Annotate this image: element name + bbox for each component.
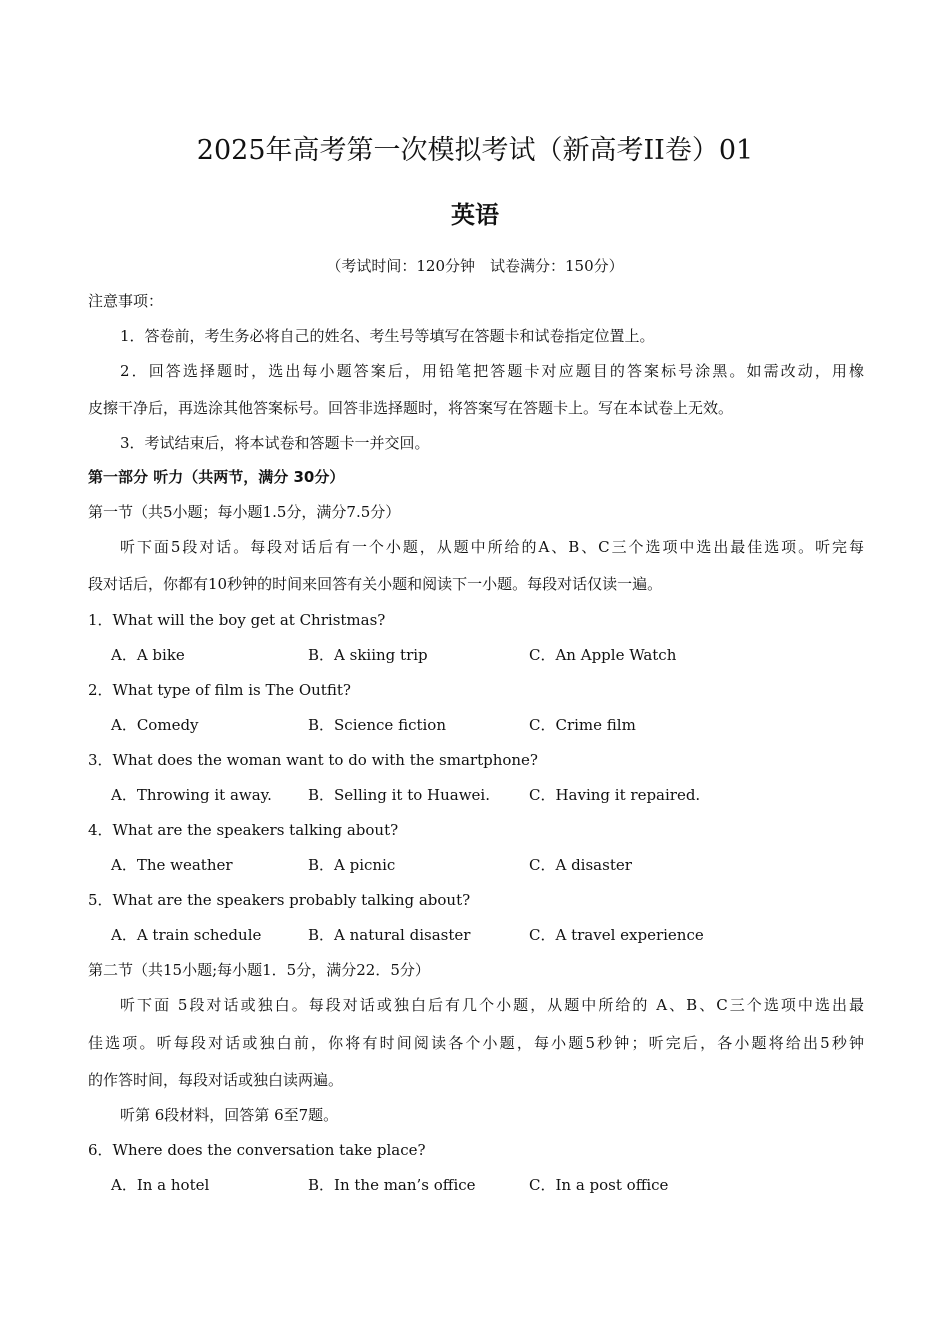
q5-option-b: B．A natural disaster — [308, 926, 471, 944]
part1-heading: 第一部分 听力（共两节，满分 30分） — [88, 468, 345, 486]
q4-option-a: A．The weather — [111, 856, 233, 874]
section2-heading: 第二节（共15小题;每小题1．5分，满分22．5分） — [88, 961, 430, 979]
q2-option-a: A．Comedy — [111, 716, 199, 734]
question-5: 5．What are the speakers probably talking about? — [88, 891, 471, 909]
exam-title: 2025年高考第一次模拟考试（新高考II卷）01 — [196, 135, 754, 166]
section1-heading: 第一节（共5小题；每小题1.5分，满分7.5分） — [88, 503, 401, 521]
q2-option-b: B．Science fiction — [308, 716, 447, 734]
q2-option-c: C．Crime film — [529, 716, 636, 734]
q3-option-b: B．Selling it to Huawei. — [308, 786, 490, 804]
q1-option-a: A．A bike — [111, 646, 185, 664]
question-3: 3．What does the woman want to do with the smartphone? — [88, 751, 538, 769]
section2-instruction-line-2: 佳选项。听每段对话或独白前，你将有时间阅读各个小题，每小题5秒钟；听完后，各小题将给出5秒钟 — [88, 1034, 864, 1052]
exam-time-info: （考试时间：120分钟 试卷满分：150分） — [326, 257, 624, 275]
q6-option-c: C．In a post office — [529, 1176, 669, 1194]
q1-option-b: B．A skiing trip — [308, 646, 428, 664]
question-6: 6．Where does the conversation take place? — [88, 1141, 426, 1159]
notice-item-2-line-2: 皮擦干净后，再选涂其他答案标号。回答非选择题时，将答案写在答题卡上。写在本试卷上无效。 — [88, 399, 734, 417]
question-1: 1．What will the boy get at Christmas? — [88, 611, 386, 629]
q3-option-c: C．Having it repaired. — [529, 786, 701, 804]
notice-item-2-line-1: 2．回答选择题时，选出每小题答案后，用铅笔把答题卡对应题目的答案标号涂黑。如需改动，用橡 — [120, 362, 864, 380]
section2-instruction-line-3: 的作答时间，每段对话或独白读两遍。 — [88, 1071, 344, 1089]
section1-instruction-line-2: 段对话后，你都有10秒钟的时间来回答有关小题和阅读下一小题。每段对话仅读一遍。 — [88, 575, 663, 593]
question-4: 4．What are the speakers talking about? — [88, 821, 399, 839]
q3-option-a: A．Throwing it away. — [111, 786, 272, 804]
q6-option-a: A．In a hotel — [111, 1176, 210, 1194]
q5-option-a: A．A train schedule — [111, 926, 262, 944]
notice-heading: 注意事项： — [88, 292, 164, 310]
q1-option-c: C．An Apple Watch — [529, 646, 677, 664]
q6-option-b: B．In the man’s office — [308, 1176, 476, 1194]
material-6-instruction: 听第 6段材料，回答第 6至7题。 — [120, 1106, 339, 1124]
q5-option-c: C．A travel experience — [529, 926, 704, 944]
section1-instruction-line-1: 听下面5段对话。每段对话后有一个小题，从题中所给的A、B、C三个选项中选出最佳选项。听完每 — [120, 538, 864, 556]
q4-option-c: C．A disaster — [529, 856, 632, 874]
subject-title: 英语 — [451, 201, 499, 229]
q4-option-b: B．A picnic — [308, 856, 396, 874]
notice-item-3: 3．考试结束后，将本试卷和答题卡一并交回。 — [120, 434, 430, 452]
section2-instruction-line-1: 听下面 5段对话或独白。每段对话或独白后有几个小题，从题中所给的 A、B、C三个选项中选出最 — [120, 996, 864, 1014]
notice-item-1: 1．答卷前，考生务必将自己的姓名、考生号等填写在答题卡和试卷指定位置上。 — [120, 327, 655, 345]
question-2: 2．What type of film is The Outfit? — [88, 681, 351, 699]
